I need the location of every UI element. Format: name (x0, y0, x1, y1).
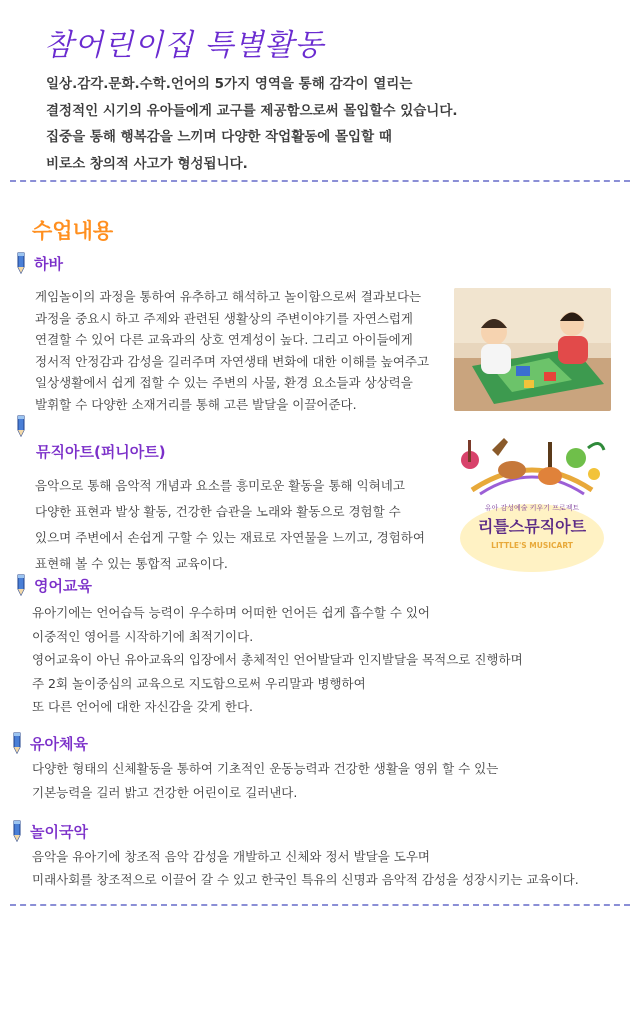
description-line: 음악을 유아기에 창조적 음악 감성을 개발하고 신체와 정서 발달을 도우며 (32, 849, 431, 864)
description-line: 또 다른 언어에 대한 자신감을 갖게 한다. (32, 699, 254, 714)
section-title: 수업내용 (32, 219, 114, 243)
description-line: 음악으로 통해 음악적 개념과 요소를 흥미로운 활동을 통해 익혀네고 (35, 478, 405, 493)
description-line: 미래사회를 창조적으로 이끌어 갈 수 있고 한국인 특유의 신명과 음악적 감성을 성장시키는 교육이다. (32, 871, 579, 887)
description-line: 정서적 안정감과 감성을 길러주며 자연생태 변화에 대한 이해를 높여주고 (35, 353, 430, 369)
description-line: 있으며 주변에서 손쉽게 구할 수 있는 재료로 자연물을 느끼고, 경험하여 (35, 530, 425, 545)
description-line: 표현해 볼 수 있는 통합적 교육이다. (35, 556, 228, 571)
activity-label: 영어교육 (34, 576, 92, 595)
activity-heading-haba (14, 252, 63, 274)
activity-heading-physical-education (10, 732, 88, 754)
activity-heading-gugak (10, 820, 88, 842)
pencil-icon (14, 252, 30, 274)
intro-line: 일상.감각.문화.수학.언어의 5가지 영역을 통해 감각이 열리는 (46, 76, 413, 92)
children-playing-photo (454, 288, 611, 411)
divider-bottom (10, 904, 630, 906)
description-line: 다양한 표현과 발상 활동, 건강한 습관을 노래와 활동으로 경험할 수 (35, 504, 401, 519)
description-line: 유아기에는 언어습득 능력이 우수하며 어떠한 언어든 쉽게 흡수할 수 있어 (32, 605, 431, 620)
description-line: 다양한 형태의 신체활동을 통하여 기초적인 운동능력과 건강한 생활을 영위 할 수 있는 (32, 761, 499, 776)
activity-heading-english (14, 574, 92, 596)
intro-line: 비로소 창의적 사고가 형성됩니다. (46, 155, 248, 172)
activity-label: 뮤직아트(퍼니아트) (36, 443, 166, 461)
activity-description-english (32, 601, 523, 719)
divider-top (10, 180, 630, 182)
pencil-icon (14, 415, 30, 437)
activity-description-music-art (35, 473, 425, 577)
description-line: 이중적인 영어를 시작하기에 최적기이다. (32, 628, 254, 644)
description-line: 과정을 중요시 하고 주제와 관련된 생활상의 주변이야기를 자연스럽게 (35, 310, 413, 326)
pencil-icon (10, 732, 26, 754)
activity-description-gugak (32, 846, 579, 891)
description-line: 기본능력을 길러 밝고 건강한 어린이로 길러낸다. (32, 784, 298, 800)
intro-line: 결정적인 시기의 유아들에게 교구를 제공함으로써 몰입할수 있습니다. (46, 102, 458, 119)
page-title: 참어린이집 특별활동 (44, 28, 325, 63)
description-line: 주 2회 놀이중심의 교육으로 지도함으로써 우리말과 병행하여 (32, 675, 366, 691)
logo-main-text: 리틀스뮤직아트 (477, 517, 587, 536)
description-line: 게임놀이의 과정을 통하여 유추하고 해석하고 놀이함으로써 결과보다는 (35, 289, 422, 304)
logo-sub-text: LITTLE'S MUSICART (491, 541, 573, 550)
logo-top-text: 유아 감성예술 키우기 프로젝트 (484, 504, 580, 512)
description-line: 발휘할 수 다양한 소재거리를 통해 고른 발달을 이끌어준다. (35, 396, 357, 412)
littles-musicart-logo (452, 430, 612, 575)
description-line: 영어교육이 아닌 유아교육의 입장에서 총체적인 언어발달과 인지발달을 목적으로 진행하며 (32, 652, 523, 667)
activity-description-haba (35, 286, 429, 415)
description-line: 일상생활에서 쉽게 접할 수 있는 주변의 사물, 환경 요소들과 상상력을 (35, 375, 413, 390)
music-instruments-icon (452, 430, 612, 575)
intro-line: 집중을 통해 행복감을 느끼며 다양한 작업활동에 몰입할 때 (46, 129, 392, 145)
description-line: 연결할 수 있어 다른 교육과의 상호 연계성이 높다. 그리고 아이들에게 (35, 332, 413, 347)
activity-heading-music-art (14, 415, 34, 437)
activity-label: 놀이국악 (30, 822, 88, 841)
activity-label: 하바 (34, 254, 63, 273)
pencil-icon (10, 820, 26, 842)
pencil-icon (14, 574, 30, 596)
activity-description-physical-education (32, 757, 498, 804)
activity-label: 유아체육 (30, 734, 88, 753)
intro-paragraph (46, 71, 458, 177)
